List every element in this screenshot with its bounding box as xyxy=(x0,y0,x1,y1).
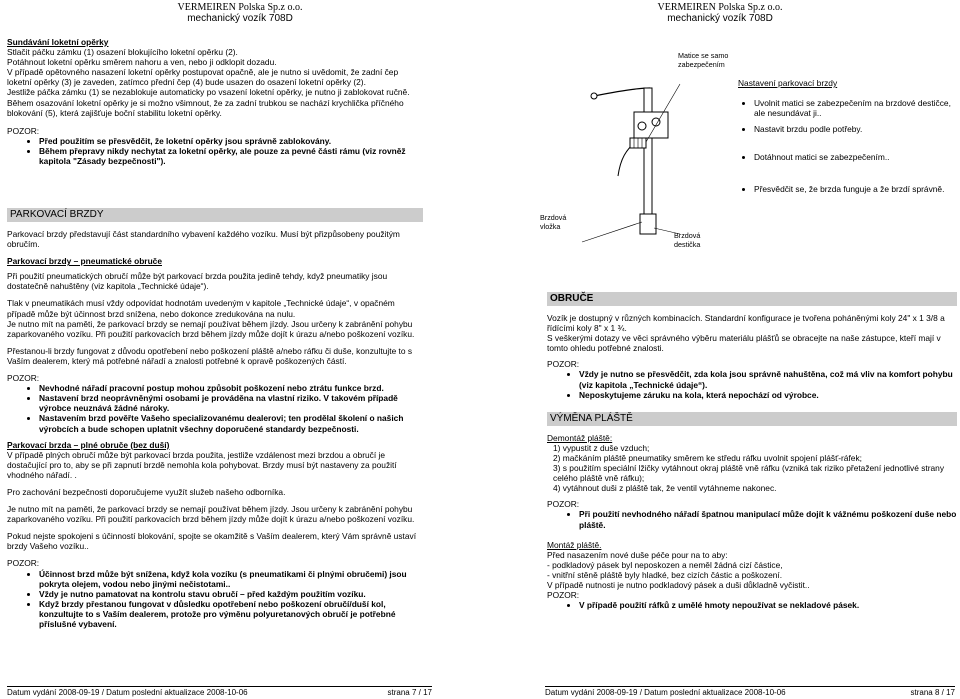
footer-dates: Datum vydání 2008-09-19 / Datum poslední aktualizace 2008-10-06 xyxy=(7,688,248,697)
page-header xyxy=(480,2,960,24)
dismount-steps xyxy=(547,443,957,493)
list-item: • Neposkytujeme záruku na kola, která nepochází od výrobce. xyxy=(579,390,957,400)
list-item: • Vždy je nutno se přesvědčit, zda kola jsou správně nahuštěna, což má vliv na komfort pohybu (viz kapitola „Technické údaje“). xyxy=(579,369,957,389)
list-item: • Nevhodné nářadí pracovní postup mohou způsobit poškození nebo ztrátu funkce brzd. xyxy=(39,383,423,393)
paragraph: Parkovací brzdy představují část standardního vybavení každého vozíku. Musí být přizpůsobeny použitým obručím. xyxy=(7,229,400,250)
list-item: 1) vypustit z duše vzduch; xyxy=(553,442,650,453)
paragraph: V případě plných obručí může být parkovací brzda použita, jestliže vzdálenost mezi brzdou a obručí je dostačující pro to, aby se při zapnutí brzdě nemohla kola pohybovat. Brzdy musí být nastaveny za použití vhodného nářadí. . xyxy=(7,449,397,480)
paragraph: Před nasazením nové duše péče pour na to aby: xyxy=(547,549,728,560)
page-footer xyxy=(545,686,955,697)
header-product: mechanický vozík 708D xyxy=(187,13,293,24)
subsection-heading: Demontáž pláště: xyxy=(547,432,613,443)
warning-list xyxy=(547,369,957,399)
paragraph: Je nutno mít na paměti, že parkovací brzdy se nemají používat během jízdy. Jsou určeny k zabránění pohybu zaparkovaného vozíku. Při použití parkovacích brzd během jízdy může dojít k úrazu a/nebo poškození vozíku. xyxy=(7,504,415,525)
paragraph: Stlačit páčku zámku (1) osazení blokujícího loketní opěrku (2). xyxy=(7,47,238,58)
page-header xyxy=(0,2,480,24)
paragraph: Potáhnout loketní opěrku směrem nahoru a ven, nebo ji odklopit dozadu. xyxy=(7,57,277,68)
footer-dates: Datum vydání 2008-09-19 / Datum poslední aktualizace 2008-10-06 xyxy=(545,688,786,697)
warning-list xyxy=(7,136,423,166)
list-item: • Během přepravy nikdy nechytat za loketní opěrky, ale pouze za pevné části rámu (viz rovněž kapitola "Zásady bezpečnosti"). xyxy=(39,146,423,166)
subsection-heading: Parkovací brzda – plné obruče (bez duší) xyxy=(7,439,170,450)
section-heading: Nastavení parkovací brzdy xyxy=(738,78,838,88)
list-item: • V případě použití ráfků z umělé hmoty nepoužívat se nekladové pásek. xyxy=(579,600,957,610)
brake-pad-label: Brzdová vložka xyxy=(540,213,567,231)
warning-label: POZOR: xyxy=(7,373,40,384)
list-item: • Nastavit brzdu podle potřeby. xyxy=(754,124,956,134)
list-item: • Když brzdy přestanou fungovat v důsledku opotřebení nebo poškození obručí/duší kol, konzultujte to s Vaším dealerem, protože pro výměnu polyuretanových obručí je potřebné příslušné vybavení. xyxy=(39,599,423,629)
warning-list xyxy=(547,600,957,610)
paragraph: S veškerými dotazy ve věci správného výběru materiálu plášťů se obracejte na naše zástupce, kteří mají v tomto ohledu potřebné znalosti. xyxy=(547,333,941,354)
list-item: • Účinnost brzd může být snížena, když kola vozíku (s pneumatikami či plnými obručemi) jsou pokryta olejem, vodou nebo jinými nečistotami.. xyxy=(39,569,423,589)
list-item: • Uvolnit matici se zabezpečením na brzdové destičce, ale nesundávat ji.. xyxy=(754,98,956,118)
paragraph: Přestanou-li brzdy fungovat z důvodu opotřebení nebo poškození pláště a/nebo ráfku či duše, konzultujte to s Vaším dealerem, který má potřebné nářadí a znalosti potřebné k opravě poškozených částí. xyxy=(7,345,413,366)
page-number: strana 8 / 17 xyxy=(910,688,955,697)
parking-brakes-section xyxy=(7,206,423,635)
paragraph: Vozík je dostupný v různých kombinacích. Standardní konfigurace je tvořena poháněnými koly 24" x 1 3/8 a řídícími koly 8" x 1 ¾. xyxy=(547,313,945,334)
paragraph: Při použití pneumatických obručí může být parkovací brzda použita jedině tehdy, když pneumatiky jsou dostatečně nahuštěny (viz kapitola „Technické údaje“). xyxy=(7,271,388,292)
header-product: mechanický vozík 708D xyxy=(667,13,773,24)
list-item: 3) s použitím speciální lžičky vytáhnout okraj pláště vně ráfku (vzniká tak riziko přetažení jednotlivé strany celého pláště vně ráfku); xyxy=(553,463,945,484)
brake-diagram xyxy=(538,44,738,259)
list-item: 2) mačkáním pláště pneumatiky směrem ke středu ráfku uvolnit spojení plášť-ráfek; xyxy=(553,452,862,463)
section-title: PARKOVACÍ BRZDY xyxy=(7,208,423,222)
paragraph: Pro zachování bezpečnosti doporučujeme využít služeb našeho odborníka. xyxy=(7,486,286,497)
paragraph: V případě opětovného nasazení loketní opěrky postupovat opačně, ale je nutno si uvědomit, že zadní čep loketní opěrky (3) je zaveden, zatímco přední čep (4) bude usazen do osazení loketní opěrky (2). xyxy=(7,67,399,88)
page-number: strana 7 / 17 xyxy=(387,688,432,697)
subsection-heading: Montáž pláště. xyxy=(547,539,602,550)
list-item: - podkladový pásek byl neposkozen a neměl žádná cizí částice, xyxy=(547,559,783,570)
list-item: • Vždy je nutno pamatovat na kontrolu stavu obručí – před každým použitím vozíku. xyxy=(39,589,423,599)
warning-list xyxy=(7,569,423,630)
warning-label: POZOR: xyxy=(547,590,580,601)
list-item: • Nastavením brzd pověřte Vašeho specializovanému dealerovi; ten prodělal školení o našich výrobcích a bude schopen uplatnit všechny doporučené standardy bezpečnosti. xyxy=(39,413,423,433)
brake-plate-label: Brzdová destička xyxy=(674,231,701,249)
list-item: • Před použitím se přesvědčit, že loketní opěrky jsou správně zablokovány. xyxy=(39,136,423,146)
subsection-heading: Parkovací brzdy – pneumatické obruče xyxy=(7,256,162,267)
armrest-removal-section xyxy=(7,37,423,172)
paragraph: Pokud nejste spokojeni s účinností blokování, spojte se okamžitě s Vaším dealerem, který Vám správně ustaví brzdy Vašeho vozíku.. xyxy=(7,531,417,552)
warning-label: POZOR: xyxy=(7,125,40,136)
section-title: OBRUČE xyxy=(547,292,957,306)
warning-label: POZOR: xyxy=(7,558,40,569)
warning-list xyxy=(547,509,957,529)
section-title: VÝMĚNA PLÁŠTĚ xyxy=(547,412,957,426)
paragraph: V případě nutnosti je nutno podkladový pásek a duši důkladně vyčistit.. xyxy=(547,579,810,590)
list-item: • Nastavení brzd neoprávněnými osobami je prováděna na vlastní riziko. V takovém případě výrobce neuznává žádné nároky. xyxy=(39,393,423,413)
header-company: VERMEIREN Polska Sp.z o.o. xyxy=(657,2,783,13)
warning-label: POZOR: xyxy=(547,499,580,510)
paragraph: Jestliže páčka zámku (1) se nezablokuje automaticky po vsazení loketní opěrky, je nutno ji zablokovat ručně. xyxy=(7,87,410,98)
paragraph: Během osazování loketní opěrky je si možno všimnout, že za zadní trubkou se nachází krychlička příčného blokování (5), která zajišťuje boční stabilitu loketní opěrky. xyxy=(7,97,404,118)
paragraph: Tlak v pneumatikách musí vždy odpovídat hodnotám uvedeným v kapitole „Technické údaje“, v opačném případě může být účinnost brzd snížena, nebo dokonce zredukována na nulu. xyxy=(7,298,395,319)
header-company: VERMEIREN Polska Sp.z o.o. xyxy=(177,2,303,13)
list-item: 4) vytáhnout duši z pláště tak, že ventil vytáhneme nakonec. xyxy=(553,483,777,494)
section-heading: Sundávání loketní opěrky xyxy=(7,37,109,47)
brake-adjust-section xyxy=(738,78,956,200)
list-item: - vnitřní stěně pláště byly hladké, bez cizích částic a poškození. xyxy=(547,569,783,580)
warning-list xyxy=(7,383,423,433)
wheels-section xyxy=(547,290,957,616)
list-item: • Dotáhnout matici se zabezpečením.. xyxy=(754,152,956,162)
warning-label: POZOR: xyxy=(547,359,580,370)
paragraph: Je nutno mít na paměti, že parkovací brzdy se nemají používat během jízdy. Jsou určeny k zabránění pohybu zaparkovaného vozíku. Při použití parkovacích brzd během jízdy může dojít k úrazu a/nebo poškození vozíku. xyxy=(7,318,415,339)
adjust-list xyxy=(738,98,956,194)
list-item: • Přesvědčit se, že brzda funguje a že brzdí správně. xyxy=(754,184,956,194)
list-item: • Při použití nevhodného nářadí špatnou manipulací může dojít k vážnému poškození duše nebo pláště. xyxy=(579,509,957,529)
nut-label: Matice se samo zabezpečením xyxy=(678,51,729,69)
page-footer xyxy=(7,686,432,697)
page-right xyxy=(480,0,960,699)
